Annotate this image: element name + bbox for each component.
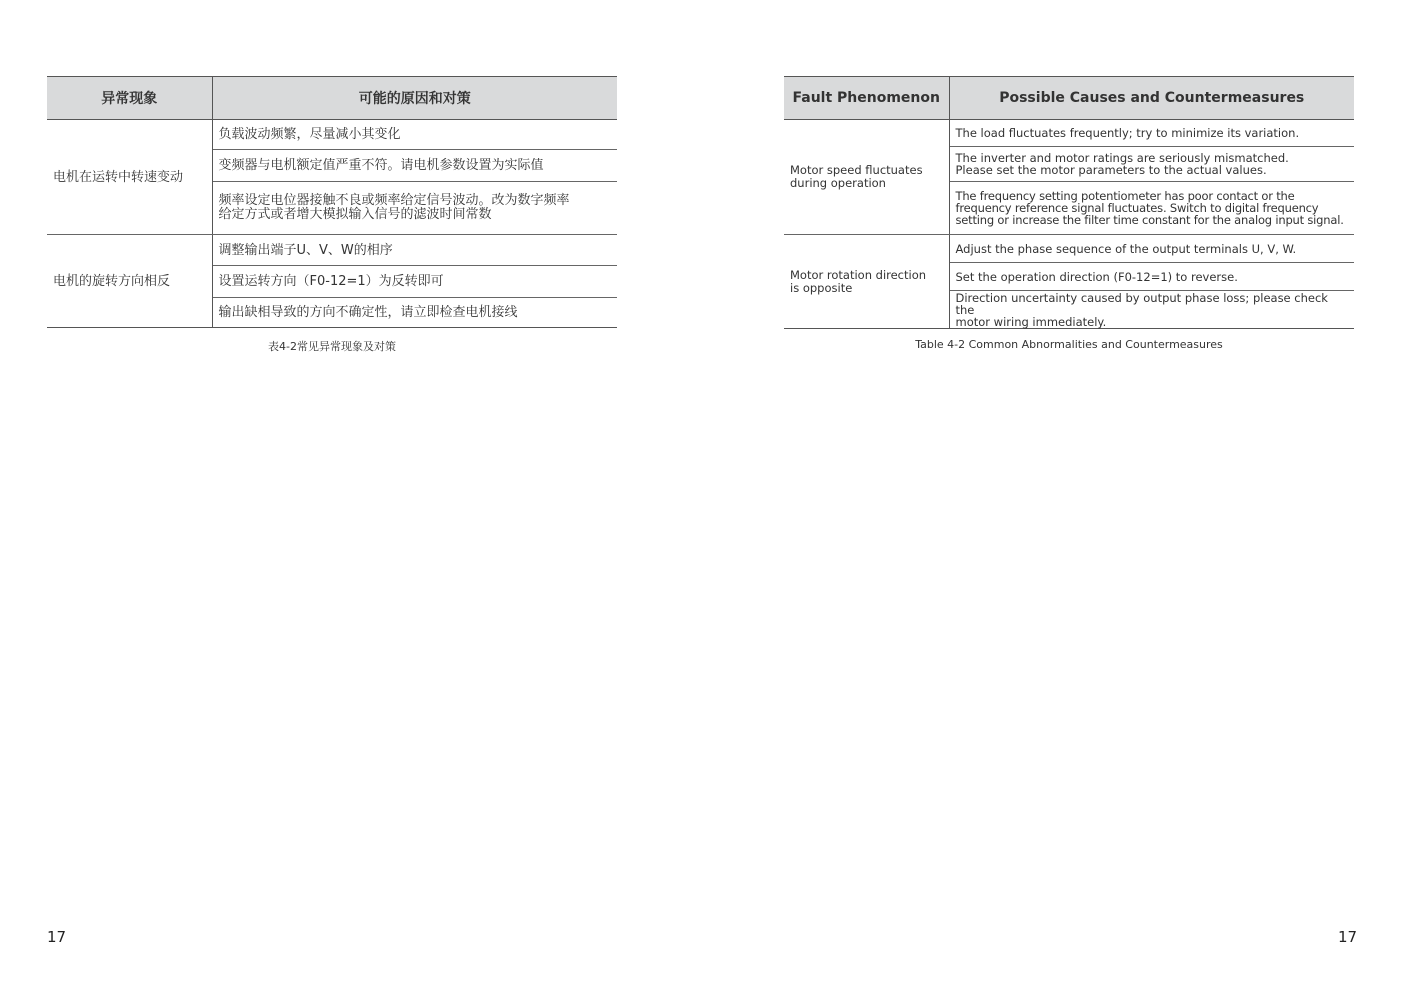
en-cause-2-1: Adjust the phase sequence of the output terminals U, V, W. <box>949 235 1354 263</box>
en-fault-1: Motor speed fluctuates during operation <box>784 120 949 235</box>
en-header-causes: Possible Causes and Countermeasures <box>949 77 1354 120</box>
zh-cause-1-2: 变频器与电机额定值严重不符。请电机参数设置为实际值 <box>212 150 617 182</box>
zh-fault-table <box>47 76 617 328</box>
table-row <box>784 235 1354 263</box>
en-cause-2-2: Set the operation direction (F0-12=1) to reverse. <box>949 263 1354 291</box>
en-cause-1-1: The load fluctuates frequently; try to minimize its variation. <box>949 120 1354 147</box>
en-fault-2: Motor rotation direction is opposite <box>784 235 949 329</box>
zh-cause-2-3: 输出缺相导致的方向不确定性，请立即检查电机接线 <box>212 298 617 328</box>
en-table-caption: Table 4-2 Common Abnormalities and Countermeasures <box>915 338 1223 351</box>
zh-cause-2-2: 设置运转方向（F0-12=1）为反转即可 <box>212 266 617 298</box>
en-fault-table <box>784 76 1354 329</box>
table-row <box>47 120 617 150</box>
en-cause-1-3: The frequency setting potentiometer has poor contact or the frequency reference signal fluctuates. Switch to digital frequency setting or increase the filter time constant for the analog input signal. <box>949 182 1354 235</box>
table-row <box>784 120 1354 147</box>
zh-page-number: 17 <box>47 928 67 946</box>
zh-fault-2: 电机的旋转方向相反 <box>47 235 212 328</box>
en-cause-2-3: Direction uncertainty caused by output phase loss; please check the motor wiring immediately. <box>949 291 1354 329</box>
zh-header-fault: 异常现象 <box>47 77 212 120</box>
en-cause-1-2: The inverter and motor ratings are seriously mismatched. Please set the motor parameters to the actual values. <box>949 147 1354 182</box>
zh-table <box>47 76 617 328</box>
zh-cause-2-1: 调整输出端子U、V、W的相序 <box>212 235 617 266</box>
zh-cause-1-1: 负载波动频繁，尽量减小其变化 <box>212 120 617 150</box>
table-row <box>47 235 617 266</box>
en-header-row <box>784 77 1354 120</box>
zh-cause-1-3: 频率设定电位器接触不良或频率给定信号波动。改为数字频率 给定方式或者增大模拟输入信号的滤波时间常数 <box>212 182 617 235</box>
zh-header-causes: 可能的原因和对策 <box>212 77 617 120</box>
zh-table-caption: 表4-2常见异常现象及对策 <box>268 340 396 353</box>
zh-header-row <box>47 77 617 120</box>
zh-fault-1: 电机在运转中转速变动 <box>47 120 212 235</box>
en-page-number: 17 <box>1338 928 1358 946</box>
en-header-fault: Fault Phenomenon <box>784 77 949 120</box>
en-table <box>784 76 1354 329</box>
